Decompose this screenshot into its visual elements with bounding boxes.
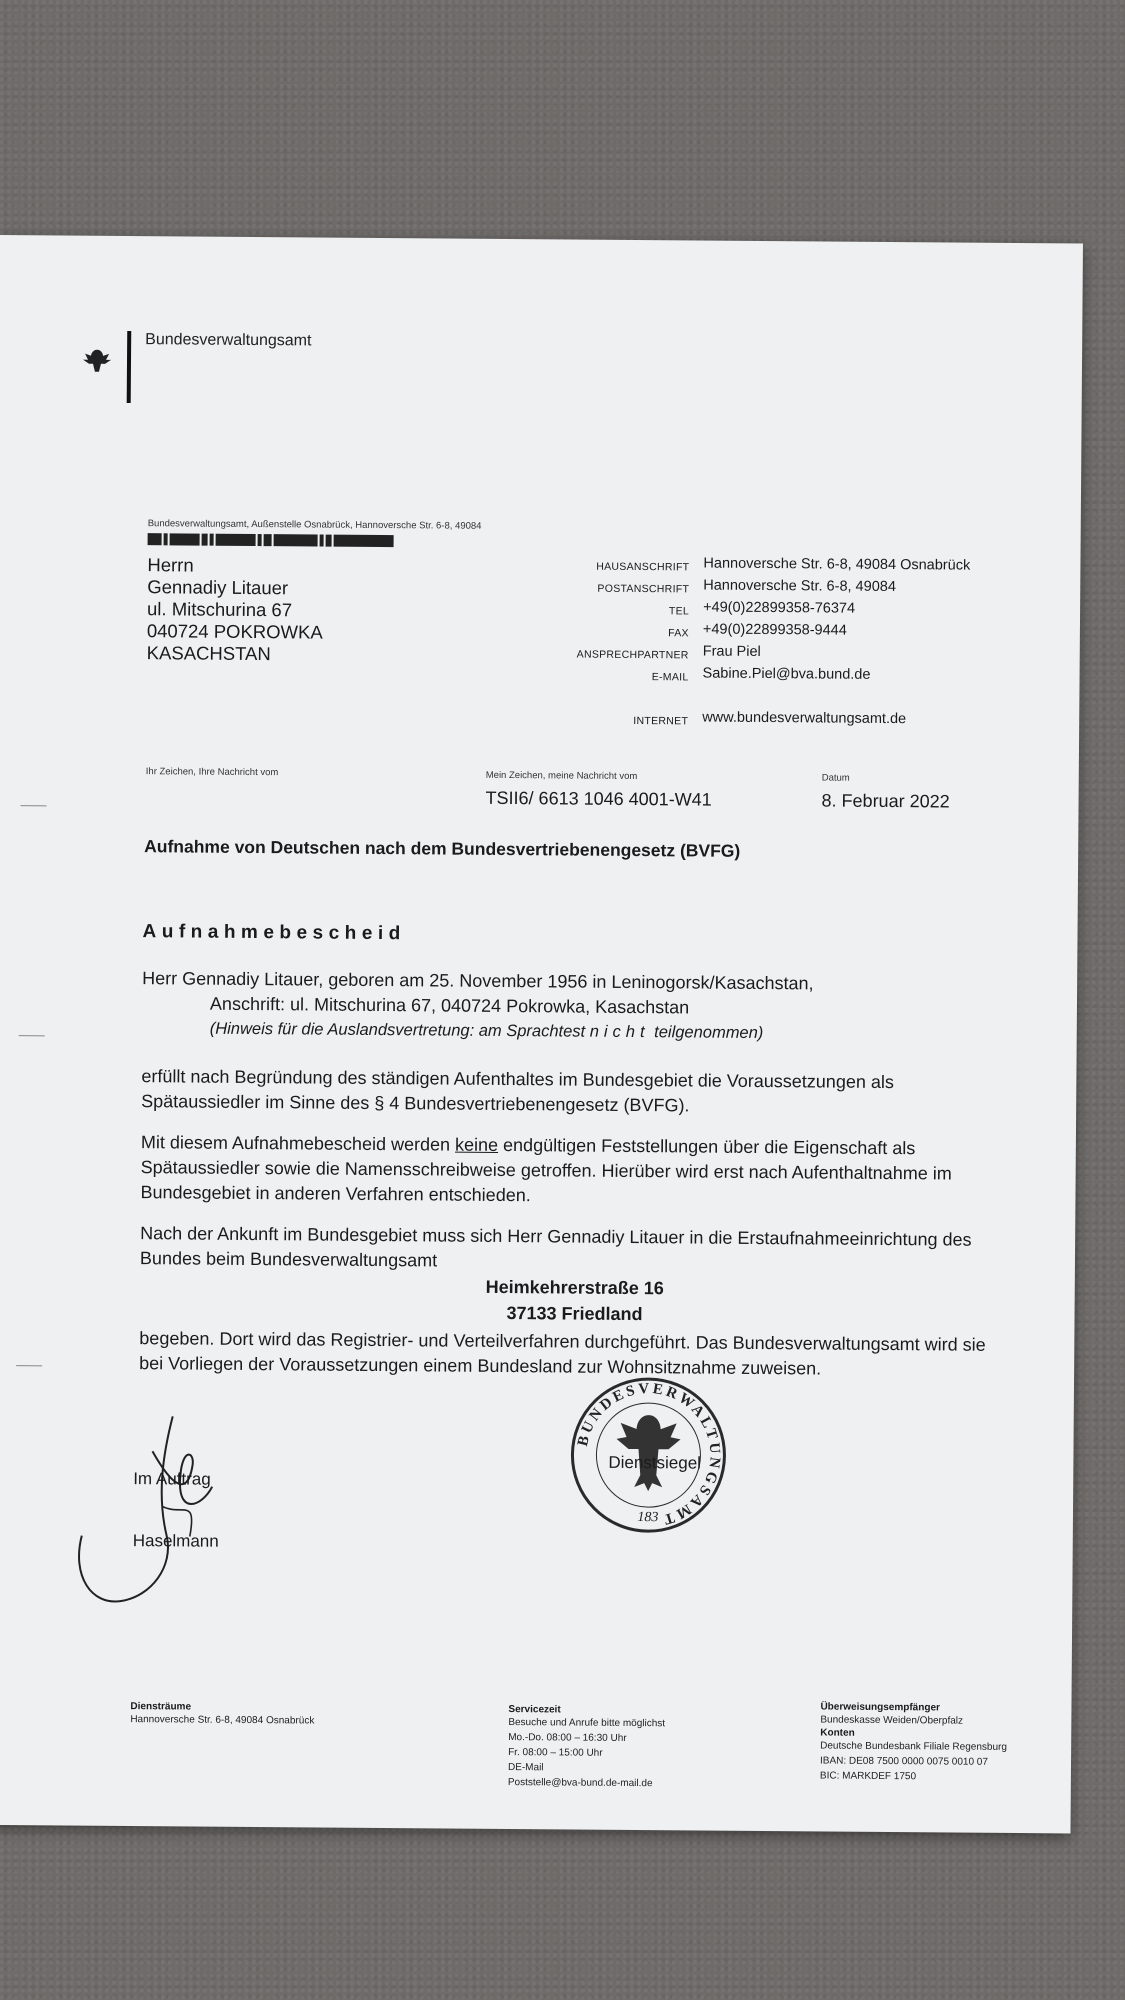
contact-label: E-MAIL (651, 671, 689, 684)
footer-payment-label: Überweisungsempfänger (820, 1701, 940, 1714)
letter-page (0, 235, 1083, 1833)
date-label: Datum (821, 772, 850, 784)
signature-name: Haselmann (132, 1531, 219, 1551)
footer-service-label: Servicezeit (508, 1704, 561, 1716)
body-paragraph-2 (141, 1064, 1011, 1121)
footer-col-payment (820, 1701, 1007, 1784)
destination-city: 37133 Friedland (506, 1303, 643, 1325)
destination-address (139, 1271, 1009, 1330)
authority-name: Bundesverwaltungsamt (145, 331, 312, 350)
date-value: 8. Februar 2022 (821, 790, 950, 812)
recipient-address (147, 554, 324, 665)
body-para3-text (140, 1130, 1011, 1212)
sender-return-address: Bundesverwaltungsamt, Außenstelle Osnabrück, Hannoversche Str. 6-8, 49084 (147, 518, 482, 532)
logo-bar (127, 331, 132, 403)
fold-mark (21, 805, 47, 806)
contact-label: INTERNET (633, 714, 689, 728)
footer-offices-label: Diensträume (130, 1701, 192, 1713)
body-para2-text: erfüllt nach Begründung des ständigen Aufenthaltes im Bundesgebiet die Voraussetzungen als Spätaussiedler im Sinne des § 4 Bundesvertriebenengesetz (BVFG). (141, 1066, 894, 1116)
body-paragraph-4 (140, 1221, 1010, 1278)
your-reference-label: Ihr Zeichen, Ihre Nachricht vom (145, 766, 279, 779)
contact-value: +49(0)22899358-9444 (702, 621, 847, 639)
my-reference-value: TSII6/ 6613 1046 4001-W41 (485, 787, 712, 810)
seal-label: Dienstsiegel (608, 1452, 702, 1473)
hint-nicht: nicht (589, 1022, 650, 1042)
body-line-1: Herr Gennadiy Litauer, geboren am 25. November 1956 in Leninogorsk/Kasachstan, (142, 968, 814, 994)
footer-bank: Deutsche Bundesbank Filiale Regensburg (820, 1740, 1007, 1753)
recipient-name: Gennadiy Litauer (147, 576, 289, 599)
federal-eagle-logo-icon (79, 346, 115, 376)
recipient-street: ul. Mitschurina 67 (146, 598, 293, 621)
footer-payment-recipient: Bundeskasse Weiden/Oberpfalz (820, 1714, 964, 1727)
para3-start: Mit diesem Aufnahmebescheid werden (140, 1132, 456, 1155)
contact-label: FAX (668, 627, 689, 640)
contact-value: Frau Piel (702, 643, 761, 660)
recipient-country: KASACHSTAN (146, 642, 271, 665)
footer-iban: IBAN: DE08 7500 0000 0075 0010 07 (819, 1755, 989, 1768)
contact-labels (546, 555, 689, 732)
contact-label (546, 687, 688, 710)
destination-street: Heimkehrerstraße 16 (485, 1276, 664, 1299)
recipient-city: 040724 POKROWKA (146, 620, 323, 643)
my-reference-label: Mein Zeichen, meine Nachricht vom (485, 769, 638, 783)
contact-value: Hannoversche Str. 6-8, 49084 Osnabrück (703, 555, 971, 574)
footer-bic: BIC: MARKDEF 1750 (819, 1770, 917, 1783)
contact-label: POSTANSCHRIFT (597, 582, 690, 596)
contact-label: TEL (668, 605, 690, 618)
recipient-salutation: Herrn (147, 554, 194, 576)
body-intro (142, 966, 1013, 1048)
footer-service-text: Besuche und Anrufe bitte möglichst Mo.-Do. 08:00 – 16:30 Uhr Fr. 08:00 – 15:00 Uhr DE-Mail Poststelle@bva-bund.de-mail.de (507, 1717, 666, 1790)
footer-offices-text: Hannoversche Str. 6-8, 49084 Osnabrück (130, 1714, 315, 1727)
contact-label: HAUSANSCHRIFT (596, 560, 690, 574)
fold-mark (19, 1035, 45, 1036)
seal-number: 183 (637, 1510, 659, 1526)
contact-label: ANSPRECHPARTNER (576, 648, 689, 662)
letter-subject: Aufnahme von Deutschen nach dem Bundesvertriebenengesetz (BVFG) (144, 836, 741, 861)
hint-end: teilgenommen) (649, 1023, 764, 1043)
contact-values (702, 553, 970, 731)
seal-ring-text: BUNDESVERWALTUNGSAMT (574, 1380, 723, 1528)
postal-barcode (148, 533, 418, 547)
body-line-2: Anschrift: ul. Mitschurina 67, 040724 Pokrowka, Kasachstan (209, 993, 690, 1018)
signature-block (133, 1448, 220, 1573)
para3-end: endgültigen Feststellungen über die Eigenschaft als Spätaussiedler sowie die Namensschreibweise getroffen. Hierüber wird erst nach Aufenthaltnahme im Bundesgebiet in anderen Verfahren entschieden. (140, 1134, 952, 1206)
contact-value: www.bundesverwaltungsamt.de (702, 709, 907, 728)
contact-value (702, 685, 969, 709)
body-para4-text: Nach der Ankunft im Bundesgebiet muss sich Herr Gennadiy Litauer in die Erstaufnahmeeinrichtung des Bundes beim Bundesverwaltungsamt (139, 1223, 972, 1271)
footer-col-offices (130, 1701, 314, 1728)
letter-heading: Aufnahmebescheid (142, 921, 406, 945)
footer-col-service (508, 1704, 665, 1791)
para3-keine: keine (454, 1134, 499, 1155)
body-para5-text: begeben. Dort wird das Registrier- und Verteilverfahren durchgeführt. Das Bundesverwaltungsamt wird sie bei Vorliegen der Voraussetzungen einem Bundesland zur Wohnsitznahme zuweisen. (139, 1328, 986, 1379)
contact-value: Hannoversche Str. 6-8, 49084 (703, 577, 896, 596)
footer-accounts-label: Konten (820, 1727, 855, 1739)
contact-value: +49(0)22899358-76374 (703, 599, 856, 617)
signature-on-behalf: Im Auftrag (133, 1469, 211, 1489)
contact-value: Sabine.Piel@bva.bund.de (702, 665, 871, 683)
body-paragraph-3 (140, 1130, 1011, 1212)
fold-mark (16, 1365, 42, 1366)
hint-start: (Hinweis für die Auslandsvertretung: am Sprachtest (209, 1019, 590, 1041)
